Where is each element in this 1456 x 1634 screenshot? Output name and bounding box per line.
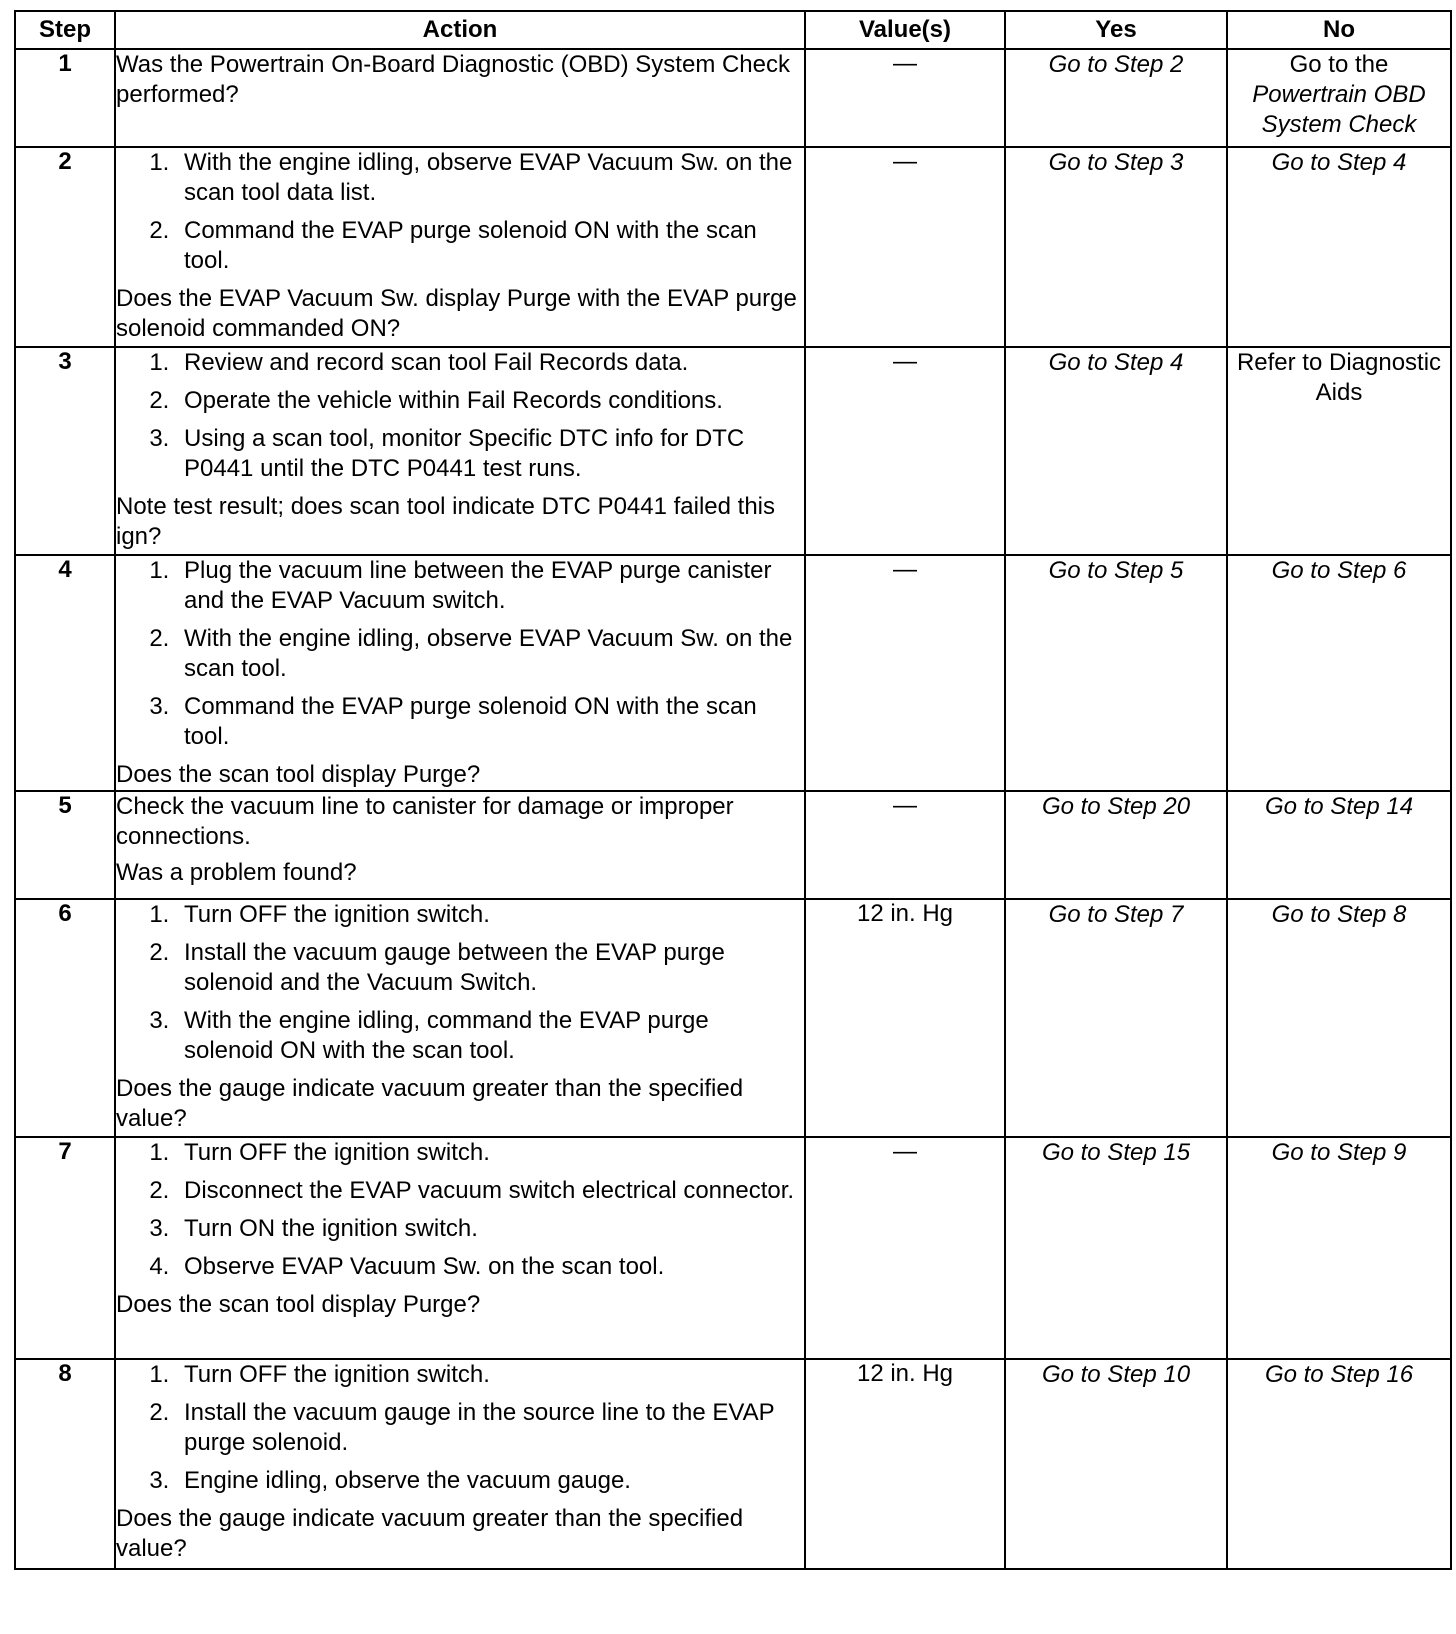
action-list <box>116 348 804 484</box>
action-item: 2. Install the vacuum gauge between the EVAP purge solenoid and the Vacuum Switch. <box>176 938 804 998</box>
action-cell <box>115 49 805 147</box>
action-item: 1. With the engine idling, observe EVAP Vacuum Sw. on the scan tool data list. <box>176 148 804 208</box>
action-list <box>116 556 804 752</box>
action-cell <box>115 1137 805 1359</box>
action-question: Was a problem found? <box>116 859 357 886</box>
step-number: 5 <box>15 791 115 899</box>
yes-link[interactable]: Go to Step 3 <box>1005 147 1227 347</box>
diagnostic-table <box>14 10 1452 1570</box>
action-question: Does the scan tool display Purge? <box>116 761 481 788</box>
step-number: 1 <box>15 49 115 147</box>
value-cell: — <box>805 1137 1005 1359</box>
action-item: 1. Turn OFF the ignition switch. <box>176 900 804 930</box>
action-list <box>116 1360 804 1496</box>
value-cell: — <box>805 555 1005 791</box>
no-link[interactable]: Go to Step 16 <box>1227 1359 1451 1569</box>
action-item: 2. Operate the vehicle within Fail Records conditions. <box>176 386 804 416</box>
table-row <box>15 147 1451 347</box>
no-prefix: Go to the <box>1289 51 1389 78</box>
action-list <box>116 148 804 276</box>
action-cell <box>115 555 805 791</box>
action-item: 4. Observe EVAP Vacuum Sw. on the scan tool. <box>176 1252 804 1282</box>
no-link[interactable]: Go to Step 8 <box>1227 899 1451 1137</box>
action-item: 1. Turn OFF the ignition switch. <box>176 1360 804 1390</box>
yes-link[interactable]: Go to Step 4 <box>1005 347 1227 555</box>
action-text: Was the Powertrain On-Board Diagnostic (OBD) System Check performed? <box>116 51 791 108</box>
header-values: Value(s) <box>805 11 1005 49</box>
no-link[interactable]: Go to Step 6 <box>1227 555 1451 791</box>
action-cell <box>115 147 805 347</box>
action-item: 2. Install the vacuum gauge in the source line to the EVAP purge solenoid. <box>176 1398 804 1458</box>
value-cell: — <box>805 49 1005 147</box>
action-list <box>116 1138 804 1282</box>
value-cell: — <box>805 791 1005 899</box>
action-item: 3. Engine idling, observe the vacuum gauge. <box>176 1466 804 1496</box>
action-item: 2. Disconnect the EVAP vacuum switch electrical connector. <box>176 1176 804 1206</box>
action-item: 3. With the engine idling, command the EVAP purge solenoid ON with the scan tool. <box>176 1006 804 1066</box>
action-question: Note test result; does scan tool indicate DTC P0441 failed this ign? <box>116 493 776 550</box>
action-cell <box>115 347 805 555</box>
table-row <box>15 1359 1451 1569</box>
no-link[interactable]: Go to Step 14 <box>1227 791 1451 899</box>
header-yes: Yes <box>1005 11 1227 49</box>
action-item: 1. Review and record scan tool Fail Records data. <box>176 348 804 378</box>
step-number: 3 <box>15 347 115 555</box>
yes-link[interactable]: Go to Step 5 <box>1005 555 1227 791</box>
yes-link[interactable]: Go to Step 2 <box>1005 49 1227 147</box>
value-cell: — <box>805 347 1005 555</box>
no-link[interactable]: Refer to Diagnostic Aids <box>1227 347 1451 555</box>
table-row <box>15 555 1451 791</box>
no-link[interactable]: Powertrain OBD System Check <box>1252 81 1426 138</box>
action-item: 1. Plug the vacuum line between the EVAP purge canister and the EVAP Vacuum switch. <box>176 556 804 616</box>
yes-link[interactable]: Go to Step 20 <box>1005 791 1227 899</box>
header-step: Step <box>15 11 115 49</box>
table-row <box>15 347 1451 555</box>
action-cell <box>115 1359 805 1569</box>
yes-link[interactable]: Go to Step 7 <box>1005 899 1227 1137</box>
document-page <box>14 10 1450 1570</box>
header-row <box>15 11 1451 49</box>
yes-link[interactable]: Go to Step 15 <box>1005 1137 1227 1359</box>
yes-link[interactable]: Go to Step 10 <box>1005 1359 1227 1569</box>
value-cell: — <box>805 147 1005 347</box>
step-number: 6 <box>15 899 115 1137</box>
table-row <box>15 791 1451 899</box>
no-link[interactable]: Go to Step 4 <box>1227 147 1451 347</box>
action-item: 2. Command the EVAP purge solenoid ON with the scan tool. <box>176 216 804 276</box>
table-row <box>15 899 1451 1137</box>
step-number: 4 <box>15 555 115 791</box>
action-item: 3. Using a scan tool, monitor Specific DTC info for DTC P0441 until the DTC P0441 test runs. <box>176 424 804 484</box>
action-cell <box>115 899 805 1137</box>
action-question: Does the EVAP Vacuum Sw. display Purge with the EVAP purge solenoid commanded ON? <box>116 285 797 342</box>
action-question: Does the gauge indicate vacuum greater than the specified value? <box>116 1505 744 1562</box>
table-row <box>15 49 1451 147</box>
header-action: Action <box>115 11 805 49</box>
action-question: Does the gauge indicate vacuum greater than the specified value? <box>116 1075 744 1132</box>
no-cell <box>1227 49 1451 147</box>
step-number: 2 <box>15 147 115 347</box>
table-row <box>15 1137 1451 1359</box>
action-item: 2. With the engine idling, observe EVAP Vacuum Sw. on the scan tool. <box>176 624 804 684</box>
no-link[interactable]: Go to Step 9 <box>1227 1137 1451 1359</box>
action-text: Check the vacuum line to canister for damage or improper connections. <box>116 793 734 850</box>
action-question: Does the scan tool display Purge? <box>116 1291 481 1318</box>
action-list <box>116 900 804 1066</box>
value-cell: 12 in. Hg <box>805 899 1005 1137</box>
step-number: 7 <box>15 1137 115 1359</box>
step-number: 8 <box>15 1359 115 1569</box>
header-no: No <box>1227 11 1451 49</box>
action-item: 1. Turn OFF the ignition switch. <box>176 1138 804 1168</box>
value-cell: 12 in. Hg <box>805 1359 1005 1569</box>
action-item: 3. Turn ON the ignition switch. <box>176 1214 804 1244</box>
action-item: 3. Command the EVAP purge solenoid ON with the scan tool. <box>176 692 804 752</box>
action-cell <box>115 791 805 899</box>
